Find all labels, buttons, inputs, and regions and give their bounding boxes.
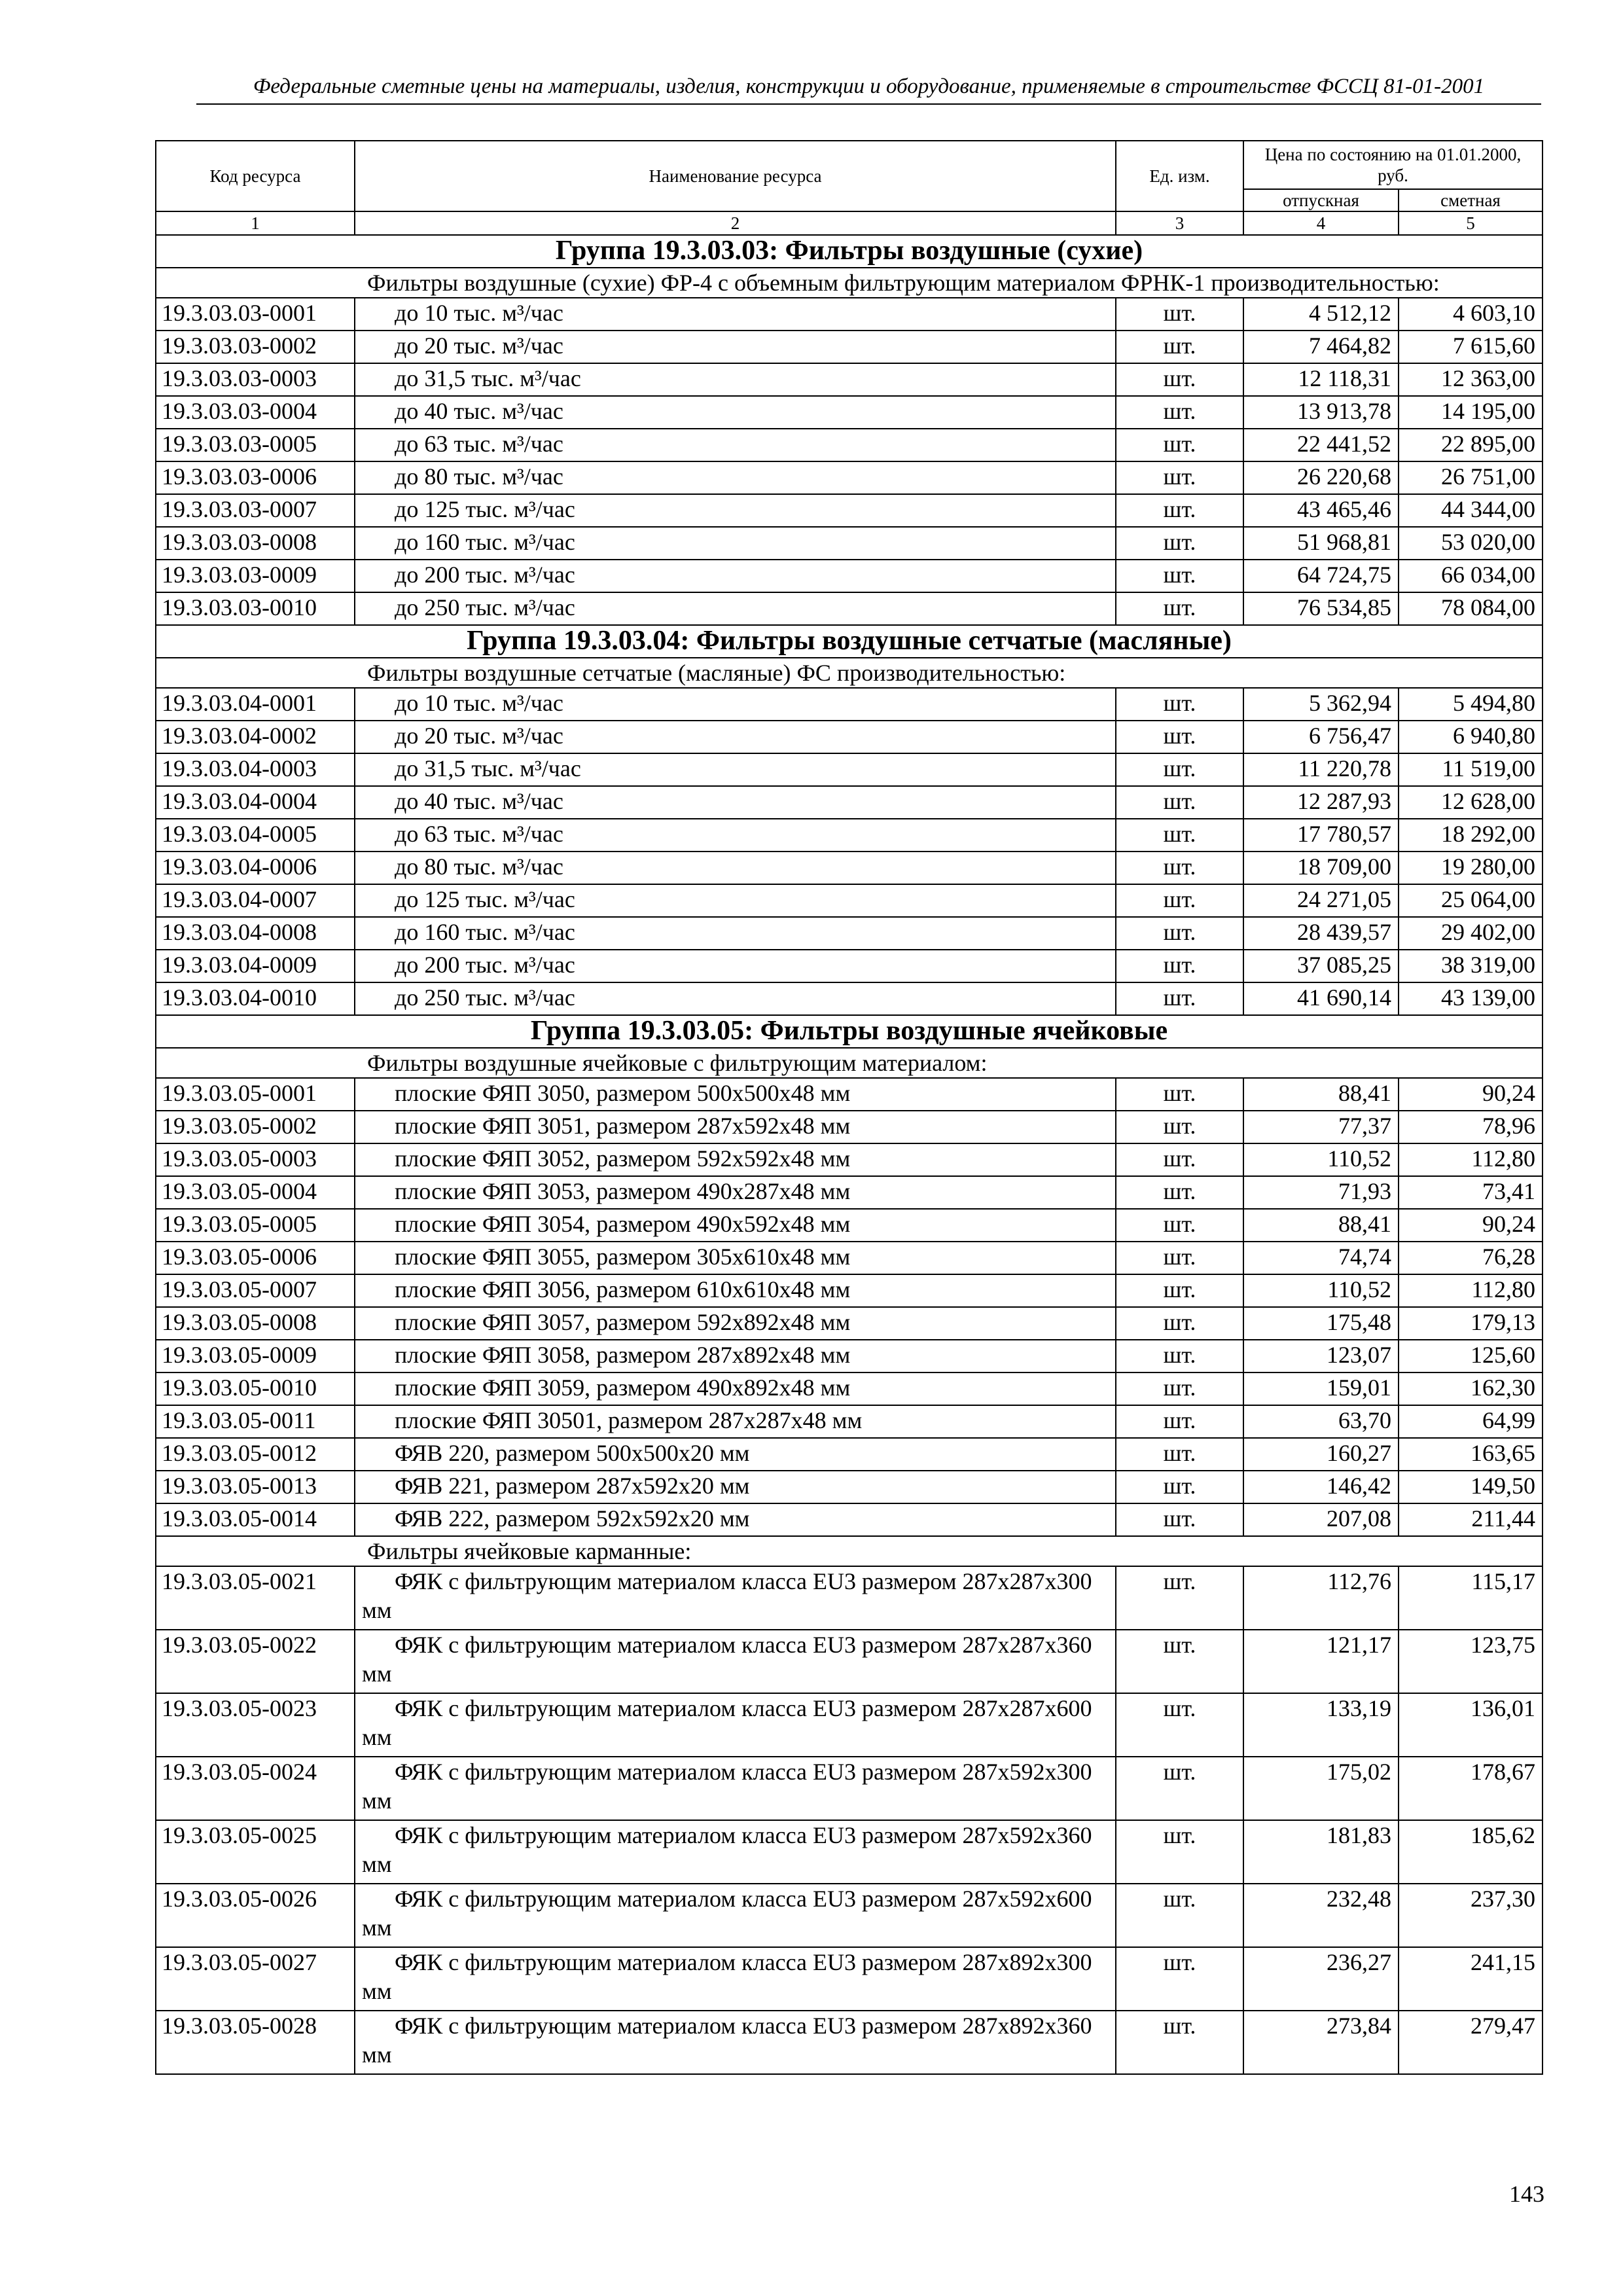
resource-code: 19.3.03.03-0001 xyxy=(156,298,355,331)
resource-name: до 31,5 тыс. м³/час xyxy=(355,363,1116,396)
table-row xyxy=(156,1566,1543,1630)
table-row xyxy=(156,1176,1543,1209)
resource-name: до 160 тыс. м³/час xyxy=(355,917,1116,950)
table-row xyxy=(156,1372,1543,1405)
price-release: 18 709,00 xyxy=(1243,852,1399,884)
price-release: 160,27 xyxy=(1243,1438,1399,1471)
resource-unit: шт. xyxy=(1116,721,1243,753)
resource-name: плоские ФЯП 3051, размером 287х592х48 мм xyxy=(355,1111,1116,1143)
group-row xyxy=(156,625,1543,658)
table-row xyxy=(156,1693,1543,1757)
resource-unit: шт. xyxy=(1116,1307,1243,1340)
resource-code: 19.3.03.03-0006 xyxy=(156,461,355,494)
price-estimate: 6 940,80 xyxy=(1399,721,1543,753)
table-row xyxy=(156,396,1543,429)
resource-unit: шт. xyxy=(1116,1111,1243,1143)
resource-code: 19.3.03.04-0003 xyxy=(156,753,355,786)
resource-name: плоские ФЯП 3050, размером 500х500х48 мм xyxy=(355,1078,1116,1111)
price-estimate: 73,41 xyxy=(1399,1176,1543,1209)
price-release: 77,37 xyxy=(1243,1111,1399,1143)
resource-code: 19.3.03.05-0012 xyxy=(156,1438,355,1471)
table-row xyxy=(156,298,1543,331)
table-row xyxy=(156,1209,1543,1242)
resource-unit: шт. xyxy=(1116,884,1243,917)
price-estimate: 18 292,00 xyxy=(1399,819,1543,852)
resource-code: 19.3.03.04-0006 xyxy=(156,852,355,884)
price-estimate: 26 751,00 xyxy=(1399,461,1543,494)
resource-unit: шт. xyxy=(1116,1372,1243,1405)
price-estimate: 4 603,10 xyxy=(1399,298,1543,331)
resource-name: до 10 тыс. м³/час xyxy=(355,688,1116,721)
price-release: 74,74 xyxy=(1243,1242,1399,1274)
resource-unit: шт. xyxy=(1116,396,1243,429)
resource-unit: шт. xyxy=(1116,1884,1243,1947)
colnum-3: 3 xyxy=(1116,211,1243,235)
price-release: 22 441,52 xyxy=(1243,429,1399,461)
resource-code: 19.3.03.05-0011 xyxy=(156,1405,355,1438)
resource-name: до 20 тыс. м³/час xyxy=(355,721,1116,753)
table-row xyxy=(156,1405,1543,1438)
resource-name: плоские ФЯП 3056, размером 610х610х48 мм xyxy=(355,1274,1116,1307)
resource-name: ФЯК с фильтрующим материалом класса EU3 размером 287х892х360 мм xyxy=(355,2011,1116,2074)
resource-unit: шт. xyxy=(1116,461,1243,494)
resource-unit: шт. xyxy=(1116,1143,1243,1176)
price-release: 110,52 xyxy=(1243,1143,1399,1176)
resource-code: 19.3.03.03-0005 xyxy=(156,429,355,461)
resource-code: 19.3.03.05-0008 xyxy=(156,1307,355,1340)
header-estimate: сметная xyxy=(1399,189,1543,211)
resource-name: ФЯВ 220, размером 500х500х20 мм xyxy=(355,1438,1116,1471)
price-release: 207,08 xyxy=(1243,1503,1399,1536)
resource-code: 19.3.03.05-0028 xyxy=(156,2011,355,2074)
price-estimate: 178,67 xyxy=(1399,1757,1543,1820)
resource-unit: шт. xyxy=(1116,819,1243,852)
resource-code: 19.3.03.03-0007 xyxy=(156,494,355,527)
subgroup-row xyxy=(156,658,1543,688)
subgroup-title: Фильтры воздушные (сухие) ФР-4 с объемным фильтрующим материалом ФРНК-1 производительностью: xyxy=(156,268,1543,298)
resource-name: ФЯК с фильтрующим материалом класса EU3 размером 287х592х360 мм xyxy=(355,1820,1116,1884)
resource-unit: шт. xyxy=(1116,1566,1243,1630)
resource-unit: шт. xyxy=(1116,560,1243,592)
resource-name: до 31,5 тыс. м³/час xyxy=(355,753,1116,786)
resource-unit: шт. xyxy=(1116,429,1243,461)
price-release: 236,27 xyxy=(1243,1947,1399,2011)
resource-unit: шт. xyxy=(1116,1503,1243,1536)
price-estimate: 241,15 xyxy=(1399,1947,1543,2011)
price-estimate: 115,17 xyxy=(1399,1566,1543,1630)
price-release: 123,07 xyxy=(1243,1340,1399,1372)
price-estimate: 76,28 xyxy=(1399,1242,1543,1274)
price-estimate: 12 628,00 xyxy=(1399,786,1543,819)
price-release: 181,83 xyxy=(1243,1820,1399,1884)
colnum-5: 5 xyxy=(1399,211,1543,235)
table-row xyxy=(156,917,1543,950)
resource-code: 19.3.03.05-0022 xyxy=(156,1630,355,1693)
resource-code: 19.3.03.04-0010 xyxy=(156,982,355,1015)
group-title: Группа 19.3.03.04: Фильтры воздушные сетчатые (масляные) xyxy=(156,625,1543,658)
price-release: 51 968,81 xyxy=(1243,527,1399,560)
resource-code: 19.3.03.05-0014 xyxy=(156,1503,355,1536)
price-estimate: 43 139,00 xyxy=(1399,982,1543,1015)
table-row xyxy=(156,786,1543,819)
price-release: 121,17 xyxy=(1243,1630,1399,1693)
price-estimate: 112,80 xyxy=(1399,1143,1543,1176)
resource-code: 19.3.03.05-0021 xyxy=(156,1566,355,1630)
table-row xyxy=(156,494,1543,527)
price-estimate: 279,47 xyxy=(1399,2011,1543,2074)
resource-unit: шт. xyxy=(1116,1438,1243,1471)
resource-unit: шт. xyxy=(1116,1176,1243,1209)
table-row xyxy=(156,560,1543,592)
resource-code: 19.3.03.05-0010 xyxy=(156,1372,355,1405)
table-row xyxy=(156,688,1543,721)
resource-code: 19.3.03.03-0003 xyxy=(156,363,355,396)
resource-code: 19.3.03.05-0025 xyxy=(156,1820,355,1884)
resource-unit: шт. xyxy=(1116,1274,1243,1307)
table-row xyxy=(156,982,1543,1015)
resource-code: 19.3.03.04-0002 xyxy=(156,721,355,753)
resource-unit: шт. xyxy=(1116,950,1243,982)
resource-unit: шт. xyxy=(1116,494,1243,527)
price-release: 232,48 xyxy=(1243,1884,1399,1947)
resource-name: ФЯК с фильтрующим материалом класса EU3 размером 287х287х600 мм xyxy=(355,1693,1116,1757)
resource-unit: шт. xyxy=(1116,363,1243,396)
resource-name: плоские ФЯП 3055, размером 305х610х48 мм xyxy=(355,1242,1116,1274)
resource-name: до 10 тыс. м³/час xyxy=(355,298,1116,331)
resource-name: до 200 тыс. м³/час xyxy=(355,950,1116,982)
table-row xyxy=(156,884,1543,917)
resource-code: 19.3.03.05-0009 xyxy=(156,1340,355,1372)
price-estimate: 29 402,00 xyxy=(1399,917,1543,950)
resource-code: 19.3.03.05-0024 xyxy=(156,1757,355,1820)
price-estimate: 25 064,00 xyxy=(1399,884,1543,917)
price-release: 175,02 xyxy=(1243,1757,1399,1820)
table-row xyxy=(156,852,1543,884)
resource-code: 19.3.03.05-0027 xyxy=(156,1947,355,2011)
table-row xyxy=(156,753,1543,786)
resource-name: ФЯК с фильтрующим материалом класса EU3 размером 287х892х300 мм xyxy=(355,1947,1116,2011)
resource-name: до 40 тыс. м³/час xyxy=(355,396,1116,429)
resource-name: плоские ФЯП 3053, размером 490х287х48 мм xyxy=(355,1176,1116,1209)
resource-code: 19.3.03.03-0004 xyxy=(156,396,355,429)
price-release: 7 464,82 xyxy=(1243,331,1399,363)
resource-unit: шт. xyxy=(1116,917,1243,950)
price-release: 112,76 xyxy=(1243,1566,1399,1630)
resource-code: 19.3.03.03-0009 xyxy=(156,560,355,592)
price-release: 159,01 xyxy=(1243,1372,1399,1405)
table-row xyxy=(156,1143,1543,1176)
resource-code: 19.3.03.05-0001 xyxy=(156,1078,355,1111)
resource-name: плоские ФЯП 3054, размером 490х592х48 мм xyxy=(355,1209,1116,1242)
price-release: 146,42 xyxy=(1243,1471,1399,1503)
resource-name: плоские ФЯП 3059, размером 490х892х48 мм xyxy=(355,1372,1116,1405)
resource-code: 19.3.03.04-0008 xyxy=(156,917,355,950)
price-release: 24 271,05 xyxy=(1243,884,1399,917)
resource-name: плоские ФЯП 3057, размером 592х892х48 мм xyxy=(355,1307,1116,1340)
resource-name: до 63 тыс. м³/час xyxy=(355,429,1116,461)
subgroup-row xyxy=(156,1536,1543,1566)
price-estimate: 179,13 xyxy=(1399,1307,1543,1340)
price-release: 76 534,85 xyxy=(1243,592,1399,625)
price-estimate: 90,24 xyxy=(1399,1078,1543,1111)
table-row xyxy=(156,1630,1543,1693)
resource-code: 19.3.03.05-0026 xyxy=(156,1884,355,1947)
resource-name: до 125 тыс. м³/час xyxy=(355,884,1116,917)
table-row xyxy=(156,1503,1543,1536)
resource-code: 19.3.03.03-0002 xyxy=(156,331,355,363)
table-row xyxy=(156,950,1543,982)
subgroup-title: Фильтры воздушные ячейковые с фильтрующим материалом: xyxy=(156,1048,1543,1078)
price-release: 13 913,78 xyxy=(1243,396,1399,429)
colnum-1: 1 xyxy=(156,211,355,235)
price-estimate: 123,75 xyxy=(1399,1630,1543,1693)
price-estimate: 53 020,00 xyxy=(1399,527,1543,560)
resource-unit: шт. xyxy=(1116,1820,1243,1884)
resource-code: 19.3.03.05-0003 xyxy=(156,1143,355,1176)
price-estimate: 211,44 xyxy=(1399,1503,1543,1536)
resource-name: до 250 тыс. м³/час xyxy=(355,982,1116,1015)
table-row xyxy=(156,819,1543,852)
subgroup-row xyxy=(156,1048,1543,1078)
group-title: Группа 19.3.03.03: Фильтры воздушные (сухие) xyxy=(156,235,1543,268)
resource-code: 19.3.03.04-0001 xyxy=(156,688,355,721)
resource-unit: шт. xyxy=(1116,1947,1243,2011)
resource-name: до 160 тыс. м³/час xyxy=(355,527,1116,560)
table-row xyxy=(156,1884,1543,1947)
resource-unit: шт. xyxy=(1116,1757,1243,1820)
resource-unit: шт. xyxy=(1116,852,1243,884)
price-release: 5 362,94 xyxy=(1243,688,1399,721)
price-estimate: 5 494,80 xyxy=(1399,688,1543,721)
resource-name: до 63 тыс. м³/час xyxy=(355,819,1116,852)
table-row xyxy=(156,1438,1543,1471)
price-estimate: 14 195,00 xyxy=(1399,396,1543,429)
price-estimate: 163,65 xyxy=(1399,1438,1543,1471)
table-row xyxy=(156,527,1543,560)
price-estimate: 112,80 xyxy=(1399,1274,1543,1307)
price-release: 71,93 xyxy=(1243,1176,1399,1209)
resource-name: до 80 тыс. м³/час xyxy=(355,852,1116,884)
table-row xyxy=(156,1242,1543,1274)
resource-unit: шт. xyxy=(1116,753,1243,786)
page-number: 143 xyxy=(1509,2181,1544,2207)
price-estimate: 19 280,00 xyxy=(1399,852,1543,884)
resource-code: 19.3.03.05-0007 xyxy=(156,1274,355,1307)
resource-name: ФЯК с фильтрующим материалом класса EU3 размером 287х592х300 мм xyxy=(355,1757,1116,1820)
price-estimate: 11 519,00 xyxy=(1399,753,1543,786)
resource-name: до 200 тыс. м³/час xyxy=(355,560,1116,592)
table-row xyxy=(156,2011,1543,2074)
price-estimate: 162,30 xyxy=(1399,1372,1543,1405)
price-release: 110,52 xyxy=(1243,1274,1399,1307)
resource-code: 19.3.03.05-0013 xyxy=(156,1471,355,1503)
price-estimate: 78,96 xyxy=(1399,1111,1543,1143)
table-row xyxy=(156,721,1543,753)
price-estimate: 66 034,00 xyxy=(1399,560,1543,592)
header-unit: Ед. изм. xyxy=(1116,141,1243,211)
table-row xyxy=(156,1307,1543,1340)
subgroup-title: Фильтры воздушные сетчатые (масляные) ФС производительностью: xyxy=(156,658,1543,688)
resource-code: 19.3.03.03-0010 xyxy=(156,592,355,625)
price-estimate: 185,62 xyxy=(1399,1820,1543,1884)
header-name: Наименование ресурса xyxy=(355,141,1116,211)
table-header xyxy=(156,141,1543,235)
resource-unit: шт. xyxy=(1116,982,1243,1015)
table-row xyxy=(156,1078,1543,1111)
resource-unit: шт. xyxy=(1116,1630,1243,1693)
resource-name: плоские ФЯП 30501, размером 287х287х48 мм xyxy=(355,1405,1116,1438)
price-release: 12 287,93 xyxy=(1243,786,1399,819)
subgroup-title: Фильтры ячейковые карманные: xyxy=(156,1536,1543,1566)
resource-unit: шт. xyxy=(1116,1242,1243,1274)
resource-code: 19.3.03.04-0005 xyxy=(156,819,355,852)
table-row xyxy=(156,592,1543,625)
table-row xyxy=(156,1111,1543,1143)
price-release: 63,70 xyxy=(1243,1405,1399,1438)
header-price: Цена по состоянию на 01.01.2000, руб. xyxy=(1243,141,1543,189)
price-estimate: 149,50 xyxy=(1399,1471,1543,1503)
price-estimate: 237,30 xyxy=(1399,1884,1543,1947)
price-release: 273,84 xyxy=(1243,2011,1399,2074)
header-code: Код ресурса xyxy=(156,141,355,211)
price-table xyxy=(155,140,1543,2075)
resource-unit: шт. xyxy=(1116,1405,1243,1438)
table-row xyxy=(156,1340,1543,1372)
price-release: 41 690,14 xyxy=(1243,982,1399,1015)
price-estimate: 125,60 xyxy=(1399,1340,1543,1372)
price-release: 88,41 xyxy=(1243,1078,1399,1111)
price-release: 133,19 xyxy=(1243,1693,1399,1757)
header-rule xyxy=(196,103,1541,105)
resource-name: плоские ФЯП 3058, размером 287х892х48 мм xyxy=(355,1340,1116,1372)
price-estimate: 78 084,00 xyxy=(1399,592,1543,625)
resource-unit: шт. xyxy=(1116,688,1243,721)
table-row xyxy=(156,1820,1543,1884)
price-release: 37 085,25 xyxy=(1243,950,1399,982)
colnum-2: 2 xyxy=(355,211,1116,235)
group-row xyxy=(156,235,1543,268)
resource-code: 19.3.03.05-0002 xyxy=(156,1111,355,1143)
resource-name: ФЯК с фильтрующим материалом класса EU3 размером 287х592х600 мм xyxy=(355,1884,1116,1947)
price-estimate: 22 895,00 xyxy=(1399,429,1543,461)
price-estimate: 64,99 xyxy=(1399,1405,1543,1438)
table-row xyxy=(156,1471,1543,1503)
resource-code: 19.3.03.04-0004 xyxy=(156,786,355,819)
resource-name: ФЯК с фильтрующим материалом класса EU3 размером 287х287х360 мм xyxy=(355,1630,1116,1693)
price-release: 28 439,57 xyxy=(1243,917,1399,950)
resource-name: до 125 тыс. м³/час xyxy=(355,494,1116,527)
header-release: отпускная xyxy=(1243,189,1399,211)
resource-name: до 40 тыс. м³/час xyxy=(355,786,1116,819)
resource-code: 19.3.03.05-0005 xyxy=(156,1209,355,1242)
resource-name: до 250 тыс. м³/час xyxy=(355,592,1116,625)
resource-name: ФЯВ 221, размером 287х592х20 мм xyxy=(355,1471,1116,1503)
table-row xyxy=(156,1947,1543,2011)
resource-unit: шт. xyxy=(1116,1078,1243,1111)
table-row xyxy=(156,1274,1543,1307)
resource-code: 19.3.03.05-0004 xyxy=(156,1176,355,1209)
price-estimate: 90,24 xyxy=(1399,1209,1543,1242)
resource-name: до 80 тыс. м³/час xyxy=(355,461,1116,494)
price-release: 4 512,12 xyxy=(1243,298,1399,331)
resource-name: до 20 тыс. м³/час xyxy=(355,331,1116,363)
resource-unit: шт. xyxy=(1116,298,1243,331)
colnum-4: 4 xyxy=(1243,211,1399,235)
resource-name: плоские ФЯП 3052, размером 592х592х48 мм xyxy=(355,1143,1116,1176)
table-row xyxy=(156,1757,1543,1820)
resource-unit: шт. xyxy=(1116,1693,1243,1757)
table-row xyxy=(156,331,1543,363)
resource-name: ФЯК с фильтрующим материалом класса EU3 размером 287х287х300 мм xyxy=(355,1566,1116,1630)
group-title: Группа 19.3.03.05: Фильтры воздушные ячейковые xyxy=(156,1015,1543,1048)
table-row xyxy=(156,429,1543,461)
resource-unit: шт. xyxy=(1116,2011,1243,2074)
table-row xyxy=(156,461,1543,494)
price-estimate: 7 615,60 xyxy=(1399,331,1543,363)
price-release: 175,48 xyxy=(1243,1307,1399,1340)
resource-code: 19.3.03.03-0008 xyxy=(156,527,355,560)
price-release: 88,41 xyxy=(1243,1209,1399,1242)
table-row xyxy=(156,363,1543,396)
price-release: 11 220,78 xyxy=(1243,753,1399,786)
resource-unit: шт. xyxy=(1116,592,1243,625)
resource-unit: шт. xyxy=(1116,331,1243,363)
group-row xyxy=(156,1015,1543,1048)
price-estimate: 44 344,00 xyxy=(1399,494,1543,527)
page-header: Федеральные сметные цены на материалы, изделия, конструкции и оборудование, применяемые в строительстве ФССЦ 81-01-2001 xyxy=(253,75,1485,98)
price-release: 6 756,47 xyxy=(1243,721,1399,753)
subgroup-row xyxy=(156,268,1543,298)
resource-code: 19.3.03.05-0023 xyxy=(156,1693,355,1757)
resource-unit: шт. xyxy=(1116,527,1243,560)
price-release: 17 780,57 xyxy=(1243,819,1399,852)
resource-unit: шт. xyxy=(1116,1209,1243,1242)
price-release: 64 724,75 xyxy=(1243,560,1399,592)
price-release: 43 465,46 xyxy=(1243,494,1399,527)
table-body xyxy=(156,235,1543,2074)
resource-code: 19.3.03.05-0006 xyxy=(156,1242,355,1274)
price-estimate: 12 363,00 xyxy=(1399,363,1543,396)
resource-unit: шт. xyxy=(1116,1471,1243,1503)
resource-code: 19.3.03.04-0007 xyxy=(156,884,355,917)
price-release: 26 220,68 xyxy=(1243,461,1399,494)
resource-unit: шт. xyxy=(1116,1340,1243,1372)
price-release: 12 118,31 xyxy=(1243,363,1399,396)
resource-code: 19.3.03.04-0009 xyxy=(156,950,355,982)
resource-unit: шт. xyxy=(1116,786,1243,819)
price-estimate: 38 319,00 xyxy=(1399,950,1543,982)
resource-name: ФЯВ 222, размером 592х592х20 мм xyxy=(355,1503,1116,1536)
price-estimate: 136,01 xyxy=(1399,1693,1543,1757)
